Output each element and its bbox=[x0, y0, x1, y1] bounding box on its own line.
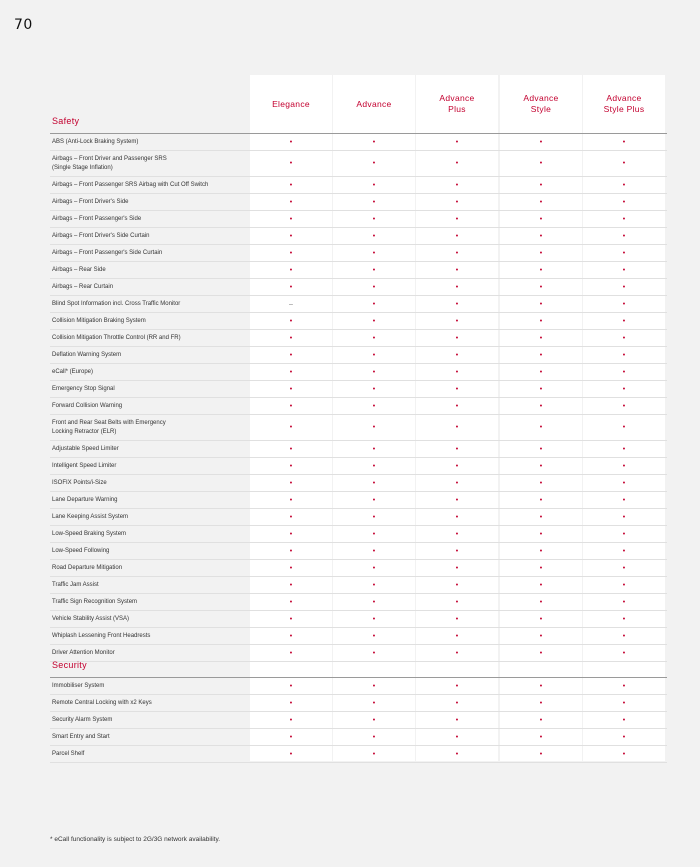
standard-mark: • bbox=[372, 530, 376, 538]
standard-mark: • bbox=[539, 462, 543, 470]
standard-mark: • bbox=[622, 530, 626, 538]
table-row bbox=[50, 678, 667, 695]
standard-mark: • bbox=[289, 598, 293, 606]
table-row bbox=[50, 364, 667, 381]
standard-mark: • bbox=[372, 300, 376, 308]
row-label: Deflation Warning System bbox=[52, 351, 122, 358]
standard-mark: • bbox=[455, 581, 459, 589]
standard-mark: • bbox=[455, 249, 459, 257]
row-label: ISOFIX Points/i-Size bbox=[52, 479, 107, 486]
row-label: Airbags – Front Driver's Side Curtain bbox=[52, 232, 150, 239]
table-row bbox=[50, 398, 667, 415]
table-row bbox=[50, 347, 667, 364]
table-row bbox=[50, 695, 667, 712]
row-label: Collision Mitigation Throttle Control (RR and FR) bbox=[52, 334, 181, 341]
standard-mark: • bbox=[455, 615, 459, 623]
table-row bbox=[50, 228, 667, 245]
standard-mark: • bbox=[289, 351, 293, 359]
standard-mark: • bbox=[622, 733, 626, 741]
table-row bbox=[50, 330, 667, 347]
standard-mark: • bbox=[455, 682, 459, 690]
standard-mark: • bbox=[622, 547, 626, 555]
standard-mark: • bbox=[622, 181, 626, 189]
row-label: Lane Departure Warning bbox=[52, 496, 118, 503]
standard-mark: • bbox=[372, 424, 376, 431]
standard-mark: • bbox=[372, 249, 376, 257]
standard-mark: • bbox=[455, 716, 459, 724]
standard-mark: • bbox=[455, 530, 459, 538]
standard-mark: • bbox=[622, 649, 626, 657]
column-header: Advance Style bbox=[523, 93, 559, 114]
column-header: Elegance bbox=[272, 98, 310, 109]
standard-mark: • bbox=[622, 581, 626, 589]
standard-mark: • bbox=[539, 402, 543, 410]
standard-mark: • bbox=[289, 266, 293, 274]
standard-mark: • bbox=[539, 300, 543, 308]
standard-mark: • bbox=[289, 530, 293, 538]
standard-mark: • bbox=[539, 215, 543, 223]
standard-mark: • bbox=[455, 283, 459, 291]
table-row bbox=[50, 746, 667, 763]
standard-mark: • bbox=[622, 496, 626, 504]
standard-mark: • bbox=[289, 699, 293, 707]
standard-mark: • bbox=[622, 249, 626, 257]
row-label: Remote Central Locking with x2 Keys bbox=[52, 699, 152, 706]
standard-mark: • bbox=[372, 496, 376, 504]
standard-mark: • bbox=[372, 317, 376, 325]
standard-mark: • bbox=[455, 598, 459, 606]
standard-mark: • bbox=[455, 445, 459, 453]
standard-mark: • bbox=[455, 402, 459, 410]
standard-mark: • bbox=[289, 181, 293, 189]
standard-mark: • bbox=[622, 160, 626, 167]
standard-mark: • bbox=[372, 402, 376, 410]
standard-mark: • bbox=[372, 334, 376, 342]
standard-mark: • bbox=[539, 138, 543, 146]
standard-mark: • bbox=[539, 716, 543, 724]
table-row bbox=[50, 134, 667, 151]
standard-mark: • bbox=[455, 733, 459, 741]
standard-mark: • bbox=[539, 445, 543, 453]
standard-mark: • bbox=[372, 283, 376, 291]
standard-mark: • bbox=[289, 402, 293, 410]
standard-mark: • bbox=[455, 564, 459, 572]
standard-mark: • bbox=[539, 351, 543, 359]
table-row bbox=[50, 729, 667, 746]
table-row bbox=[50, 475, 667, 492]
row-label: Traffic Sign Recognition System bbox=[52, 598, 138, 605]
standard-mark: • bbox=[622, 385, 626, 393]
standard-mark: • bbox=[539, 581, 543, 589]
standard-mark: • bbox=[622, 513, 626, 521]
row-label: Intelligent Speed Limiter bbox=[52, 462, 117, 469]
standard-mark: • bbox=[539, 317, 543, 325]
standard-mark: • bbox=[289, 682, 293, 690]
standard-mark: • bbox=[622, 479, 626, 487]
standard-mark: • bbox=[539, 513, 543, 521]
standard-mark: • bbox=[289, 215, 293, 223]
standard-mark: • bbox=[455, 317, 459, 325]
standard-mark: • bbox=[539, 750, 543, 758]
column-header: Advance bbox=[356, 98, 392, 109]
standard-mark: • bbox=[372, 385, 376, 393]
table-row bbox=[50, 262, 667, 279]
standard-mark: • bbox=[622, 598, 626, 606]
standard-mark: • bbox=[372, 750, 376, 758]
standard-mark: • bbox=[622, 138, 626, 146]
standard-mark: • bbox=[372, 266, 376, 274]
standard-mark: • bbox=[289, 479, 293, 487]
standard-mark: • bbox=[289, 445, 293, 453]
table-row bbox=[50, 628, 667, 645]
standard-mark: • bbox=[539, 547, 543, 555]
column-header: Advance Style Plus bbox=[603, 93, 645, 114]
standard-mark: • bbox=[539, 682, 543, 690]
table-row bbox=[50, 441, 667, 458]
standard-mark: • bbox=[622, 682, 626, 690]
standard-mark: • bbox=[455, 232, 459, 240]
standard-mark: • bbox=[622, 317, 626, 325]
standard-mark: • bbox=[539, 181, 543, 189]
standard-mark: • bbox=[372, 733, 376, 741]
standard-mark: • bbox=[539, 160, 543, 167]
standard-mark: • bbox=[455, 462, 459, 470]
standard-mark: • bbox=[289, 198, 293, 206]
standard-mark: • bbox=[622, 462, 626, 470]
column-header: Advance Plus bbox=[439, 93, 475, 114]
standard-mark: • bbox=[372, 598, 376, 606]
standard-mark: • bbox=[372, 462, 376, 470]
standard-mark: • bbox=[539, 598, 543, 606]
standard-mark: • bbox=[372, 513, 376, 521]
standard-mark: • bbox=[372, 699, 376, 707]
row-label: Airbags – Rear Side bbox=[52, 266, 106, 273]
standard-mark: • bbox=[289, 581, 293, 589]
standard-mark: • bbox=[455, 138, 459, 146]
standard-mark: • bbox=[455, 547, 459, 555]
standard-mark: • bbox=[622, 283, 626, 291]
standard-mark: • bbox=[622, 445, 626, 453]
standard-mark: • bbox=[289, 496, 293, 504]
standard-mark: • bbox=[289, 547, 293, 555]
standard-mark: • bbox=[455, 424, 459, 431]
standard-mark: • bbox=[539, 615, 543, 623]
standard-mark: • bbox=[372, 649, 376, 657]
section-title-safety: Safety bbox=[52, 116, 80, 126]
standard-mark: • bbox=[372, 368, 376, 376]
not-available-mark: – bbox=[289, 300, 293, 308]
standard-mark: • bbox=[289, 733, 293, 741]
standard-mark: • bbox=[289, 424, 293, 431]
standard-mark: • bbox=[455, 368, 459, 376]
standard-mark: • bbox=[289, 632, 293, 640]
row-label: Immobiliser System bbox=[52, 682, 105, 689]
standard-mark: • bbox=[289, 716, 293, 724]
row-label: Adjustable Speed Limiter bbox=[52, 445, 119, 452]
standard-mark: • bbox=[372, 632, 376, 640]
row-label: Vehicle Stability Assist (VSA) bbox=[52, 615, 130, 622]
row-label: Collision Mitigation Braking System bbox=[52, 317, 146, 324]
standard-mark: • bbox=[622, 716, 626, 724]
standard-mark: • bbox=[289, 317, 293, 325]
standard-mark: • bbox=[289, 649, 293, 657]
standard-mark: • bbox=[455, 513, 459, 521]
standard-mark: • bbox=[372, 564, 376, 572]
row-label: Airbags – Front Passenger's Side Curtain bbox=[52, 249, 163, 256]
row-label: Emergency Stop Signal bbox=[52, 385, 115, 392]
row-label: Smart Entry and Start bbox=[52, 733, 110, 740]
row-label: Front and Rear Seat Belts with Emergency Locking Retractor (ELR) bbox=[52, 419, 166, 435]
row-label: Parcel Shelf bbox=[52, 750, 85, 757]
standard-mark: • bbox=[622, 424, 626, 431]
table-row bbox=[50, 712, 667, 729]
standard-mark: • bbox=[289, 138, 293, 146]
standard-mark: • bbox=[455, 699, 459, 707]
row-label: Driver Attention Monitor bbox=[52, 649, 115, 656]
standard-mark: • bbox=[539, 283, 543, 291]
table-row bbox=[50, 543, 667, 560]
row-label: ABS (Anti-Lock Braking System) bbox=[52, 138, 139, 145]
standard-mark: • bbox=[622, 615, 626, 623]
table-row bbox=[50, 211, 667, 228]
table-row bbox=[50, 509, 667, 526]
standard-mark: • bbox=[539, 249, 543, 257]
standard-mark: • bbox=[539, 530, 543, 538]
standard-mark: • bbox=[455, 479, 459, 487]
standard-mark: • bbox=[539, 198, 543, 206]
standard-mark: • bbox=[372, 479, 376, 487]
standard-mark: • bbox=[539, 699, 543, 707]
standard-mark: • bbox=[372, 581, 376, 589]
standard-mark: • bbox=[539, 479, 543, 487]
standard-mark: • bbox=[539, 334, 543, 342]
standard-mark: • bbox=[372, 198, 376, 206]
standard-mark: • bbox=[289, 615, 293, 623]
table-row bbox=[50, 151, 667, 177]
footnote: * eCall functionality is subject to 2G/3G network availability. bbox=[50, 836, 221, 843]
row-label: Blind Spot Information incl. Cross Traffic Monitor bbox=[52, 300, 181, 307]
row-label: eCall* (Europe) bbox=[52, 368, 94, 375]
standard-mark: • bbox=[622, 699, 626, 707]
row-label: Airbags – Front Driver's Side bbox=[52, 198, 129, 205]
row-label: Forward Collision Warning bbox=[52, 402, 123, 409]
table-row bbox=[50, 458, 667, 475]
standard-mark: • bbox=[289, 334, 293, 342]
standard-mark: • bbox=[455, 300, 459, 308]
table-row bbox=[50, 279, 667, 296]
row-label: Airbags – Front Passenger's Side bbox=[52, 215, 142, 222]
standard-mark: • bbox=[372, 716, 376, 724]
standard-mark: • bbox=[289, 462, 293, 470]
row-label: Whiplash Lessening Front Headrests bbox=[52, 632, 151, 639]
standard-mark: • bbox=[455, 649, 459, 657]
table-row bbox=[50, 415, 667, 441]
table-row bbox=[50, 245, 667, 262]
row-label: Airbags – Front Passenger SRS Airbag with Cut Off Switch bbox=[52, 181, 209, 188]
row-label: Lane Keeping Assist System bbox=[52, 513, 129, 520]
standard-mark: • bbox=[372, 351, 376, 359]
standard-mark: • bbox=[622, 215, 626, 223]
row-label: Security Alarm System bbox=[52, 716, 113, 723]
standard-mark: • bbox=[622, 632, 626, 640]
standard-mark: • bbox=[622, 368, 626, 376]
standard-mark: • bbox=[539, 649, 543, 657]
standard-mark: • bbox=[455, 750, 459, 758]
standard-mark: • bbox=[455, 215, 459, 223]
row-label: Road Departure Mitigation bbox=[52, 564, 123, 571]
standard-mark: • bbox=[622, 300, 626, 308]
standard-mark: • bbox=[455, 181, 459, 189]
row-label: Airbags – Front Driver and Passenger SRS (Single Stage Inflation) bbox=[52, 155, 167, 171]
table-row bbox=[50, 296, 667, 313]
table-row bbox=[50, 492, 667, 509]
standard-mark: • bbox=[289, 385, 293, 393]
table-row bbox=[50, 526, 667, 543]
standard-mark: • bbox=[372, 445, 376, 453]
standard-mark: • bbox=[539, 632, 543, 640]
standard-mark: • bbox=[455, 496, 459, 504]
standard-mark: • bbox=[289, 564, 293, 572]
standard-mark: • bbox=[372, 547, 376, 555]
standard-mark: • bbox=[622, 232, 626, 240]
standard-mark: • bbox=[539, 424, 543, 431]
standard-mark: • bbox=[372, 138, 376, 146]
standard-mark: • bbox=[622, 198, 626, 206]
standard-mark: • bbox=[289, 750, 293, 758]
standard-mark: • bbox=[539, 564, 543, 572]
standard-mark: • bbox=[455, 632, 459, 640]
standard-mark: • bbox=[289, 160, 293, 167]
standard-mark: • bbox=[622, 402, 626, 410]
table-row bbox=[50, 577, 667, 594]
standard-mark: • bbox=[372, 215, 376, 223]
standard-mark: • bbox=[622, 334, 626, 342]
standard-mark: • bbox=[372, 181, 376, 189]
standard-mark: • bbox=[455, 198, 459, 206]
standard-mark: • bbox=[622, 564, 626, 572]
standard-mark: • bbox=[622, 351, 626, 359]
standard-mark: • bbox=[372, 160, 376, 167]
row-label: Low-Speed Braking System bbox=[52, 530, 127, 537]
section-title-security: Security bbox=[52, 660, 87, 670]
standard-mark: • bbox=[539, 733, 543, 741]
standard-mark: • bbox=[455, 266, 459, 274]
page-number: 70 bbox=[14, 17, 33, 33]
standard-mark: • bbox=[539, 266, 543, 274]
table-row bbox=[50, 381, 667, 398]
table-row bbox=[50, 194, 667, 211]
table-row bbox=[50, 177, 667, 194]
standard-mark: • bbox=[289, 232, 293, 240]
row-label: Airbags – Rear Curtain bbox=[52, 283, 114, 290]
table-row bbox=[50, 560, 667, 577]
standard-mark: • bbox=[289, 283, 293, 291]
standard-mark: • bbox=[289, 368, 293, 376]
standard-mark: • bbox=[622, 750, 626, 758]
standard-mark: • bbox=[372, 682, 376, 690]
standard-mark: • bbox=[539, 368, 543, 376]
table-row bbox=[50, 313, 667, 330]
row-label: Low-Speed Following bbox=[52, 547, 110, 554]
standard-mark: • bbox=[622, 266, 626, 274]
standard-mark: • bbox=[455, 351, 459, 359]
row-label: Traffic Jam Assist bbox=[52, 581, 99, 588]
standard-mark: • bbox=[372, 615, 376, 623]
standard-mark: • bbox=[372, 232, 376, 240]
standard-mark: • bbox=[539, 496, 543, 504]
table-row bbox=[50, 645, 667, 662]
standard-mark: • bbox=[289, 513, 293, 521]
table-row bbox=[50, 594, 667, 611]
standard-mark: • bbox=[455, 160, 459, 167]
standard-mark: • bbox=[539, 232, 543, 240]
standard-mark: • bbox=[455, 385, 459, 393]
standard-mark: • bbox=[539, 385, 543, 393]
standard-mark: • bbox=[455, 334, 459, 342]
table-row bbox=[50, 611, 667, 628]
standard-mark: • bbox=[289, 249, 293, 257]
